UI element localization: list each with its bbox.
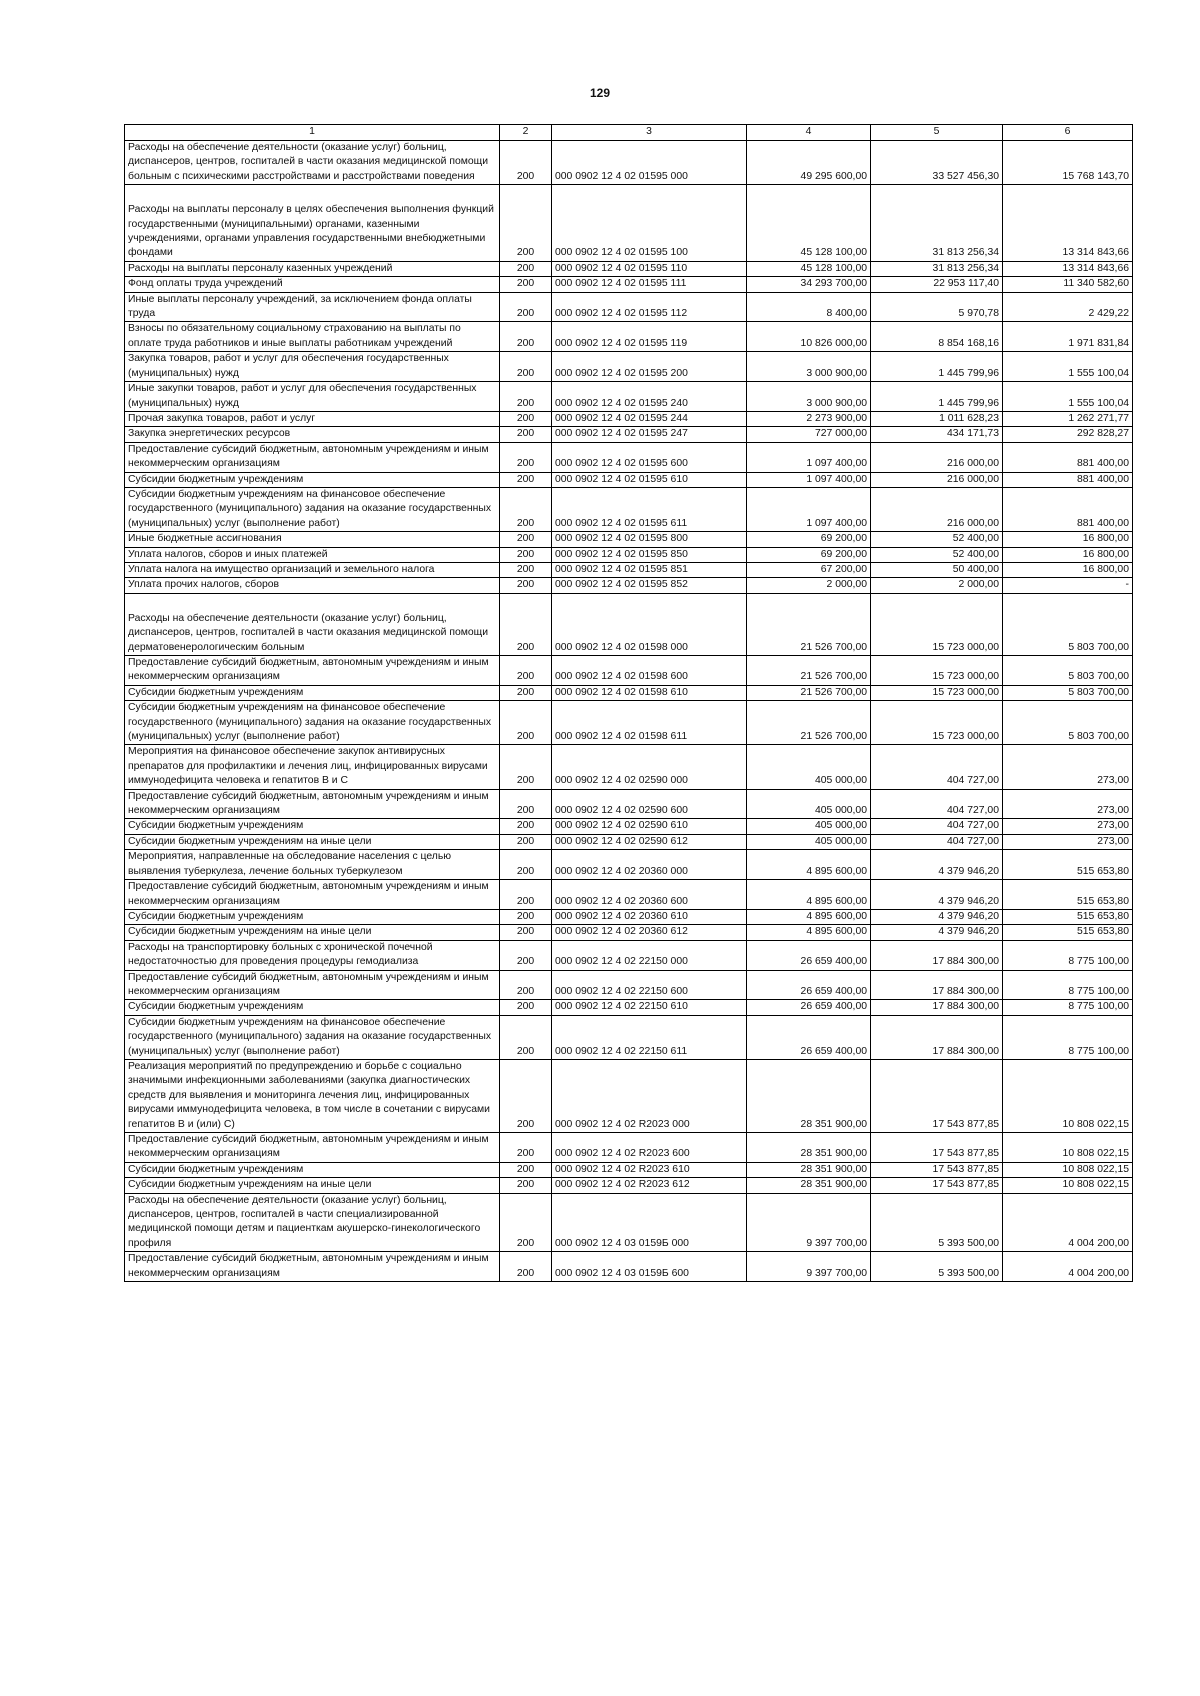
row-approved-cell: 28 351 900,00 [747,1133,871,1163]
row-name-cell: Закупка энергетических ресурсов [125,427,500,442]
row-remaining-cell: 273,00 [1003,745,1133,789]
row-remaining-cell: 16 800,00 [1003,562,1133,577]
budget-table [124,124,1133,1282]
row-remaining-cell: 273,00 [1003,789,1133,819]
row-name-cell: Субсидии бюджетным учреждениям [125,1000,500,1015]
row-kbk-cell: 000 0902 12 4 02 R2023 000 [552,1059,747,1132]
row-executed-cell: 52 400,00 [871,547,1003,562]
page-number: 129 [589,86,611,100]
row-name-cell: Субсидии бюджетным учреждениям [125,1162,500,1177]
table-row [125,277,1133,292]
row-kbk-cell: 000 0902 12 4 02 01595 111 [552,277,747,292]
row-code-cell: 200 [500,1252,552,1282]
row-name-cell: Субсидии бюджетным учреждениям на иные цели [125,1178,500,1193]
row-approved-cell: 405 000,00 [747,834,871,849]
row-kbk-cell: 000 0902 12 4 02 01595 100 [552,185,747,262]
row-executed-cell: 31 813 256,34 [871,261,1003,276]
row-remaining-cell: 8 775 100,00 [1003,940,1133,970]
row-code-cell: 200 [500,427,552,442]
table-row [125,970,1133,1000]
row-name-cell: Предоставление субсидий бюджетным, автономным учреждениям и иным некоммерческим организациям [125,970,500,1000]
row-approved-cell: 10 826 000,00 [747,322,871,352]
row-executed-cell: 404 727,00 [871,819,1003,834]
row-name-cell: Уплата налогов, сборов и иных платежей [125,547,500,562]
row-name-cell: Уплата налога на имущество организаций и земельного налога [125,562,500,577]
table-row [125,185,1133,262]
row-approved-cell: 26 659 400,00 [747,970,871,1000]
row-remaining-cell: 8 775 100,00 [1003,970,1133,1000]
row-approved-cell: 1 097 400,00 [747,487,871,531]
row-remaining-cell: 10 808 022,15 [1003,1059,1133,1132]
row-name-cell: Предоставление субсидий бюджетным, автономным учреждениям и иным некоммерческим организациям [125,442,500,472]
row-executed-cell: 15 723 000,00 [871,593,1003,655]
table-row [125,487,1133,531]
table-row [125,880,1133,910]
row-code-cell: 200 [500,1162,552,1177]
header-col-4: 4 [747,125,871,141]
row-approved-cell: 69 200,00 [747,547,871,562]
row-remaining-cell: 881 400,00 [1003,472,1133,487]
table-row [125,850,1133,880]
row-approved-cell: 49 295 600,00 [747,141,871,185]
row-code-cell: 200 [500,487,552,531]
row-kbk-cell: 000 0902 12 4 02 22150 600 [552,970,747,1000]
row-executed-cell: 1 011 628,23 [871,411,1003,426]
row-approved-cell: 405 000,00 [747,745,871,789]
header-col-3: 3 [552,125,747,141]
row-executed-cell: 5 393 500,00 [871,1252,1003,1282]
table-row [125,819,1133,834]
row-code-cell: 200 [500,382,552,412]
row-name-cell: Иные закупки товаров, работ и услуг для обеспечения государственных (муниципальных) нужд [125,382,500,412]
row-name-cell: Фонд оплаты труда учреждений [125,277,500,292]
row-kbk-cell: 000 0902 12 4 02 01595 852 [552,578,747,593]
row-remaining-cell: 13 314 843,66 [1003,261,1133,276]
row-name-cell: Расходы на обеспечение деятельности (оказание услуг) больниц, диспансеров, центров, госпиталей в части оказания медицинской помощи дерматовенерологическим больным [125,593,500,655]
row-executed-cell: 216 000,00 [871,442,1003,472]
row-executed-cell: 1 445 799,96 [871,352,1003,382]
row-remaining-cell: 1 262 271,77 [1003,411,1133,426]
row-approved-cell: 21 526 700,00 [747,685,871,700]
row-approved-cell: 4 895 600,00 [747,880,871,910]
header-col-1: 1 [125,125,500,141]
row-executed-cell: 4 379 946,20 [871,925,1003,940]
table-row [125,261,1133,276]
row-approved-cell: 2 000,00 [747,578,871,593]
row-kbk-cell: 000 0902 12 4 02 22150 000 [552,940,747,970]
row-name-cell: Реализация мероприятий по предупреждению и борьбе с социально значимыми инфекционными заболеваниями (закупка диагностических средств для выявления и мониторинга лечения лиц, инфицированных вирусами иммунодефицита человека, в том числе в сочетании с вирусами гепатитов В и (или) С) [125,1059,500,1132]
table-row [125,745,1133,789]
table-row [125,472,1133,487]
row-name-cell: Предоставление субсидий бюджетным, автономным учреждениям и иным некоммерческим организациям [125,880,500,910]
row-kbk-cell: 000 0902 12 4 02 R2023 600 [552,1133,747,1163]
row-approved-cell: 1 097 400,00 [747,442,871,472]
row-code-cell: 200 [500,185,552,262]
row-kbk-cell: 000 0902 12 4 02 01595 000 [552,141,747,185]
row-code-cell: 200 [500,834,552,849]
table-row [125,427,1133,442]
row-executed-cell: 5 393 500,00 [871,1193,1003,1252]
table-row [125,1015,1133,1059]
row-kbk-cell: 000 0902 12 4 02 01595 600 [552,442,747,472]
table-row [125,789,1133,819]
row-kbk-cell: 000 0902 12 4 02 22150 611 [552,1015,747,1059]
row-code-cell: 200 [500,532,552,547]
row-remaining-cell: 8 775 100,00 [1003,1015,1133,1059]
row-kbk-cell: 000 0902 12 4 02 02590 000 [552,745,747,789]
row-name-cell: Расходы на транспортировку больных с хронической почечной недостаточностью для проведения процедуры гемодиализа [125,940,500,970]
row-code-cell: 200 [500,411,552,426]
row-remaining-cell: 515 653,80 [1003,880,1133,910]
row-kbk-cell: 000 0902 12 4 02 01595 110 [552,261,747,276]
table-row [125,562,1133,577]
row-code-cell: 200 [500,701,552,745]
row-name-cell: Расходы на обеспечение деятельности (оказание услуг) больниц, диспансеров, центров, госпиталей в части оказания медицинской помощи больным с психическими расстройствами и расстройствами поведения [125,141,500,185]
row-code-cell: 200 [500,970,552,1000]
row-remaining-cell: 515 653,80 [1003,925,1133,940]
row-remaining-cell: 16 800,00 [1003,532,1133,547]
row-remaining-cell: 292 828,27 [1003,427,1133,442]
row-code-cell: 200 [500,562,552,577]
row-executed-cell: 404 727,00 [871,745,1003,789]
row-kbk-cell: 000 0902 12 4 02 R2023 610 [552,1162,747,1177]
row-kbk-cell: 000 0902 12 4 02 01595 611 [552,487,747,531]
row-approved-cell: 28 351 900,00 [747,1178,871,1193]
table-row [125,940,1133,970]
row-approved-cell: 45 128 100,00 [747,185,871,262]
row-remaining-cell: 273,00 [1003,834,1133,849]
row-name-cell: Субсидии бюджетным учреждениям на финансовое обеспечение государственного (муниципального) задания на оказание государственных (муниципальных) услуг (выполнение работ) [125,701,500,745]
row-name-cell: Расходы на выплаты персоналу казенных учреждений [125,261,500,276]
row-kbk-cell: 000 0902 12 4 02 01595 112 [552,292,747,322]
table-row [125,701,1133,745]
row-executed-cell: 17 543 877,85 [871,1178,1003,1193]
row-kbk-cell: 000 0902 12 4 03 0159Б 600 [552,1252,747,1282]
row-executed-cell: 17 884 300,00 [871,940,1003,970]
row-approved-cell: 8 400,00 [747,292,871,322]
row-code-cell: 200 [500,850,552,880]
row-code-cell: 200 [500,442,552,472]
row-code-cell: 200 [500,1015,552,1059]
row-name-cell: Предоставление субсидий бюджетным, автономным учреждениям и иным некоммерческим организациям [125,1252,500,1282]
row-approved-cell: 21 526 700,00 [747,701,871,745]
row-executed-cell: 33 527 456,30 [871,141,1003,185]
row-executed-cell: 434 171,73 [871,427,1003,442]
row-name-cell: Иные бюджетные ассигнования [125,532,500,547]
row-executed-cell: 52 400,00 [871,532,1003,547]
row-approved-cell: 69 200,00 [747,532,871,547]
row-approved-cell: 727 000,00 [747,427,871,442]
row-approved-cell: 21 526 700,00 [747,656,871,686]
row-approved-cell: 405 000,00 [747,789,871,819]
row-kbk-cell: 000 0902 12 4 02 20360 610 [552,909,747,924]
row-executed-cell: 8 854 168,16 [871,322,1003,352]
row-code-cell: 200 [500,547,552,562]
row-kbk-cell: 000 0902 12 4 02 01595 610 [552,472,747,487]
row-kbk-cell: 000 0902 12 4 02 01598 600 [552,656,747,686]
row-name-cell: Субсидии бюджетным учреждениям на финансовое обеспечение государственного (муниципального) задания на оказание государственных (муниципальных) услуг (выполнение работ) [125,1015,500,1059]
table-row [125,532,1133,547]
row-approved-cell: 3 000 900,00 [747,382,871,412]
row-remaining-cell: 1 555 100,04 [1003,382,1133,412]
table-row [125,411,1133,426]
row-remaining-cell: - [1003,578,1133,593]
row-remaining-cell: 5 803 700,00 [1003,685,1133,700]
row-name-cell: Мероприятия, направленные на обследование населения с целью выявления туберкулеза, лечение больных туберкулезом [125,850,500,880]
header-col-6: 6 [1003,125,1133,141]
row-remaining-cell: 4 004 200,00 [1003,1252,1133,1282]
row-approved-cell: 67 200,00 [747,562,871,577]
row-name-cell: Мероприятия на финансовое обеспечение закупок антивирусных препаратов для профилактики и лечения лиц, инфицированных вирусами иммунодефицита человека и гепатитов В и С [125,745,500,789]
row-kbk-cell: 000 0902 12 4 02 02590 612 [552,834,747,849]
row-approved-cell: 4 895 600,00 [747,925,871,940]
row-name-cell: Предоставление субсидий бюджетным, автономным учреждениям и иным некоммерческим организациям [125,789,500,819]
table-row [125,685,1133,700]
row-remaining-cell: 881 400,00 [1003,487,1133,531]
row-kbk-cell: 000 0902 12 4 02 01598 000 [552,593,747,655]
row-code-cell: 200 [500,1193,552,1252]
table-row [125,1133,1133,1163]
row-remaining-cell: 1 971 831,84 [1003,322,1133,352]
row-code-cell: 200 [500,745,552,789]
row-code-cell: 200 [500,322,552,352]
row-code-cell: 200 [500,1133,552,1163]
row-code-cell: 200 [500,909,552,924]
row-remaining-cell: 1 555 100,04 [1003,352,1133,382]
table-row [125,547,1133,562]
row-approved-cell: 21 526 700,00 [747,593,871,655]
row-name-cell: Субсидии бюджетным учреждениям [125,909,500,924]
row-remaining-cell: 2 429,22 [1003,292,1133,322]
row-name-cell: Прочая закупка товаров, работ и услуг [125,411,500,426]
table-row [125,1252,1133,1282]
table-row [125,382,1133,412]
header-col-5: 5 [871,125,1003,141]
row-executed-cell: 31 813 256,34 [871,185,1003,262]
row-executed-cell: 5 970,78 [871,292,1003,322]
row-approved-cell: 4 895 600,00 [747,909,871,924]
row-kbk-cell: 000 0902 12 4 02 01595 247 [552,427,747,442]
row-name-cell: Закупка товаров, работ и услуг для обеспечения государственных (муниципальных) нужд [125,352,500,382]
table-row [125,1178,1133,1193]
row-approved-cell: 3 000 900,00 [747,352,871,382]
row-executed-cell: 15 723 000,00 [871,685,1003,700]
row-remaining-cell: 515 653,80 [1003,850,1133,880]
row-executed-cell: 404 727,00 [871,789,1003,819]
row-code-cell: 200 [500,578,552,593]
table-row [125,141,1133,185]
row-approved-cell: 4 895 600,00 [747,850,871,880]
table-row [125,593,1133,655]
row-executed-cell: 50 400,00 [871,562,1003,577]
row-approved-cell: 26 659 400,00 [747,1015,871,1059]
row-approved-cell: 28 351 900,00 [747,1059,871,1132]
row-executed-cell: 4 379 946,20 [871,909,1003,924]
row-approved-cell: 9 397 700,00 [747,1193,871,1252]
row-kbk-cell: 000 0902 12 4 02 01595 244 [552,411,747,426]
row-approved-cell: 1 097 400,00 [747,472,871,487]
row-code-cell: 200 [500,277,552,292]
table-row [125,925,1133,940]
row-remaining-cell: 16 800,00 [1003,547,1133,562]
row-code-cell: 200 [500,292,552,322]
row-remaining-cell: 515 653,80 [1003,909,1133,924]
row-executed-cell: 216 000,00 [871,472,1003,487]
row-remaining-cell: 5 803 700,00 [1003,656,1133,686]
row-code-cell: 200 [500,1178,552,1193]
row-approved-cell: 45 128 100,00 [747,261,871,276]
row-code-cell: 200 [500,685,552,700]
row-kbk-cell: 000 0902 12 4 02 20360 600 [552,880,747,910]
row-name-cell: Расходы на обеспечение деятельности (оказание услуг) больниц, диспансеров, центров, госпиталей в части специализированной медицинской помощи детям и пациенткам акушерско-гинекологического профиля [125,1193,500,1252]
row-executed-cell: 4 379 946,20 [871,880,1003,910]
table-row [125,352,1133,382]
table-row [125,1162,1133,1177]
row-approved-cell: 26 659 400,00 [747,940,871,970]
row-code-cell: 200 [500,656,552,686]
row-remaining-cell: 5 803 700,00 [1003,701,1133,745]
row-executed-cell: 17 543 877,85 [871,1162,1003,1177]
table-row [125,1193,1133,1252]
row-name-cell: Иные выплаты персоналу учреждений, за исключением фонда оплаты труда [125,292,500,322]
row-executed-cell: 1 445 799,96 [871,382,1003,412]
row-executed-cell: 17 884 300,00 [871,970,1003,1000]
row-executed-cell: 17 543 877,85 [871,1059,1003,1132]
row-kbk-cell: 000 0902 12 4 02 01595 240 [552,382,747,412]
row-kbk-cell: 000 0902 12 4 02 20360 000 [552,850,747,880]
row-approved-cell: 28 351 900,00 [747,1162,871,1177]
row-kbk-cell: 000 0902 12 4 02 20360 612 [552,925,747,940]
row-code-cell: 200 [500,925,552,940]
row-executed-cell: 216 000,00 [871,487,1003,531]
table-row [125,1000,1133,1015]
row-name-cell: Субсидии бюджетным учреждениям на иные цели [125,834,500,849]
row-code-cell: 200 [500,789,552,819]
row-remaining-cell: 8 775 100,00 [1003,1000,1133,1015]
row-name-cell: Уплата прочих налогов, сборов [125,578,500,593]
row-remaining-cell: 881 400,00 [1003,442,1133,472]
row-remaining-cell: 10 808 022,15 [1003,1133,1133,1163]
row-code-cell: 200 [500,141,552,185]
row-executed-cell: 2 000,00 [871,578,1003,593]
row-remaining-cell: 4 004 200,00 [1003,1193,1133,1252]
row-kbk-cell: 000 0902 12 4 02 01595 850 [552,547,747,562]
row-name-cell: Субсидии бюджетным учреждениям [125,472,500,487]
row-remaining-cell: 10 808 022,15 [1003,1178,1133,1193]
row-remaining-cell: 13 314 843,66 [1003,185,1133,262]
row-code-cell: 200 [500,880,552,910]
row-executed-cell: 17 884 300,00 [871,1000,1003,1015]
row-name-cell: Субсидии бюджетным учреждениям [125,819,500,834]
table-row [125,442,1133,472]
row-code-cell: 200 [500,352,552,382]
row-kbk-cell: 000 0902 12 4 02 01598 611 [552,701,747,745]
row-name-cell: Субсидии бюджетным учреждениям на финансовое обеспечение государственного (муниципального) задания на оказание государственных (муниципальных) услуг (выполнение работ) [125,487,500,531]
table-row [125,292,1133,322]
row-code-cell: 200 [500,1000,552,1015]
row-name-cell: Предоставление субсидий бюджетным, автономным учреждениям и иным некоммерческим организациям [125,656,500,686]
row-kbk-cell: 000 0902 12 4 02 01595 800 [552,532,747,547]
row-kbk-cell: 000 0902 12 4 02 01595 851 [552,562,747,577]
table-row [125,322,1133,352]
row-name-cell: Субсидии бюджетным учреждениям [125,685,500,700]
row-code-cell: 200 [500,819,552,834]
row-remaining-cell: 10 808 022,15 [1003,1162,1133,1177]
table-header-row [125,125,1133,141]
row-kbk-cell: 000 0902 12 4 02 01595 200 [552,352,747,382]
row-kbk-cell: 000 0902 12 4 03 0159Б 000 [552,1193,747,1252]
row-kbk-cell: 000 0902 12 4 02 22150 610 [552,1000,747,1015]
row-code-cell: 200 [500,472,552,487]
table-row [125,656,1133,686]
row-code-cell: 200 [500,593,552,655]
table-row [125,578,1133,593]
row-approved-cell: 34 293 700,00 [747,277,871,292]
row-executed-cell: 22 953 117,40 [871,277,1003,292]
row-code-cell: 200 [500,940,552,970]
row-executed-cell: 4 379 946,20 [871,850,1003,880]
row-name-cell: Предоставление субсидий бюджетным, автономным учреждениям и иным некоммерческим организациям [125,1133,500,1163]
row-approved-cell: 2 273 900,00 [747,411,871,426]
row-name-cell: Взносы по обязательному социальному страхованию на выплаты по оплате труда работников и иные выплаты работникам учреждений [125,322,500,352]
row-code-cell: 200 [500,261,552,276]
row-executed-cell: 15 723 000,00 [871,701,1003,745]
row-executed-cell: 15 723 000,00 [871,656,1003,686]
row-kbk-cell: 000 0902 12 4 02 02590 610 [552,819,747,834]
row-approved-cell: 26 659 400,00 [747,1000,871,1015]
row-kbk-cell: 000 0902 12 4 02 R2023 612 [552,1178,747,1193]
row-kbk-cell: 000 0902 12 4 02 02590 600 [552,789,747,819]
table-row [125,834,1133,849]
row-remaining-cell: 273,00 [1003,819,1133,834]
table-row [125,1059,1133,1132]
row-kbk-cell: 000 0902 12 4 02 01598 610 [552,685,747,700]
table-body [125,141,1133,1282]
row-executed-cell: 17 884 300,00 [871,1015,1003,1059]
row-executed-cell: 17 543 877,85 [871,1133,1003,1163]
table-row [125,909,1133,924]
header-col-2: 2 [500,125,552,141]
row-name-cell: Расходы на выплаты персоналу в целях обеспечения выполнения функций государственными (муниципальными) органами, казенными учреждениями, органами управления государственными внебюджетными фондами [125,185,500,262]
row-approved-cell: 405 000,00 [747,819,871,834]
row-remaining-cell: 11 340 582,60 [1003,277,1133,292]
row-approved-cell: 9 397 700,00 [747,1252,871,1282]
row-remaining-cell: 15 768 143,70 [1003,141,1133,185]
row-remaining-cell: 5 803 700,00 [1003,593,1133,655]
row-name-cell: Субсидии бюджетным учреждениям на иные цели [125,925,500,940]
row-code-cell: 200 [500,1059,552,1132]
row-executed-cell: 404 727,00 [871,834,1003,849]
row-kbk-cell: 000 0902 12 4 02 01595 119 [552,322,747,352]
